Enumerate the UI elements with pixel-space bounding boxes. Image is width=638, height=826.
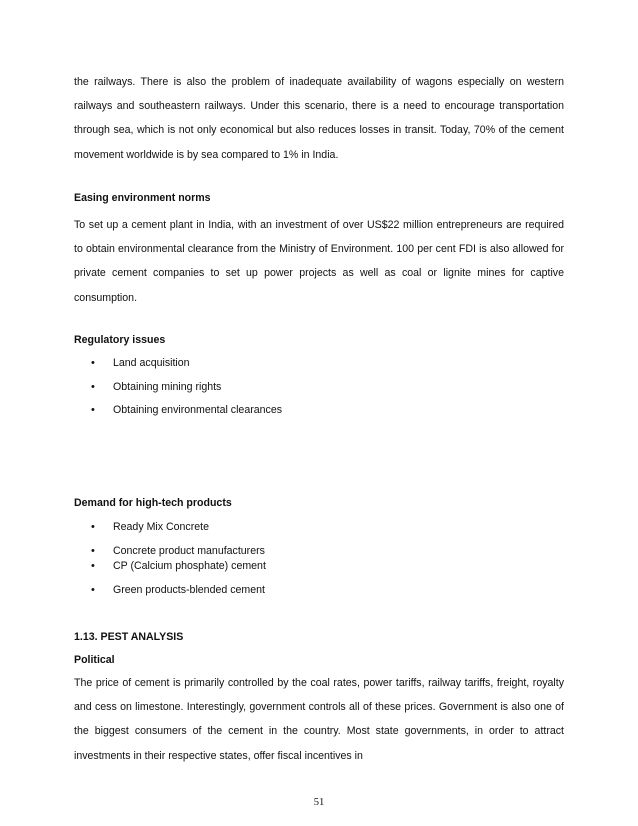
- list-item-label: Concrete product manufacturers: [113, 545, 265, 557]
- heading-demand-high-tech: Demand for high-tech products: [74, 497, 232, 509]
- paragraph-easing-environment: To set up a cement plant in India, with an investment of over US$22 million entrepreneurs are required to obtain environmental clearance from the Ministry of Environment. 100 per cent FDI is also allowed for private cement companies to set up power projects as well as coal or lignite mines for captive consumption.: [74, 219, 564, 304]
- paragraph-political: The price of cement is primarily controlled by the coal rates, power tariffs, railway tariffs, freight, royalty and cess on limestone. Interestingly, government controls all of these prices. Government is also one of the biggest consumers of the cement in the country. Most state governments, in order to attract investments in their respective states, offer fiscal incentives in: [74, 677, 564, 762]
- heading-regulatory-issues: Regulatory issues: [74, 334, 166, 346]
- subheading-political: Political: [74, 654, 115, 666]
- list-item-label: Land acquisition: [113, 357, 190, 369]
- heading-easing-environment-norms: Easing environment norms: [74, 192, 211, 204]
- paragraph-railways: the railways. There is also the problem of inadequate availability of wagons especially on western railways and southeastern railways. Under this scenario, there is a need to encourage transportation through sea, which is not only economical but also reduces losses in transit. Today, 70% of the cement movement worldwide is by sea compared to 1% in India.: [74, 76, 564, 161]
- page-number: 51: [313, 797, 325, 808]
- list-item-label: Obtaining environmental clearances: [113, 404, 283, 416]
- list-item-label: Green products-blended cement: [113, 584, 265, 596]
- list-item-label: Obtaining mining rights: [113, 381, 222, 393]
- list-item-label: Ready Mix Concrete: [113, 521, 209, 533]
- list-item-label: CP (Calcium phosphate) cement: [113, 560, 266, 572]
- heading-pest-analysis: 1.13. PEST ANALYSIS: [74, 631, 184, 643]
